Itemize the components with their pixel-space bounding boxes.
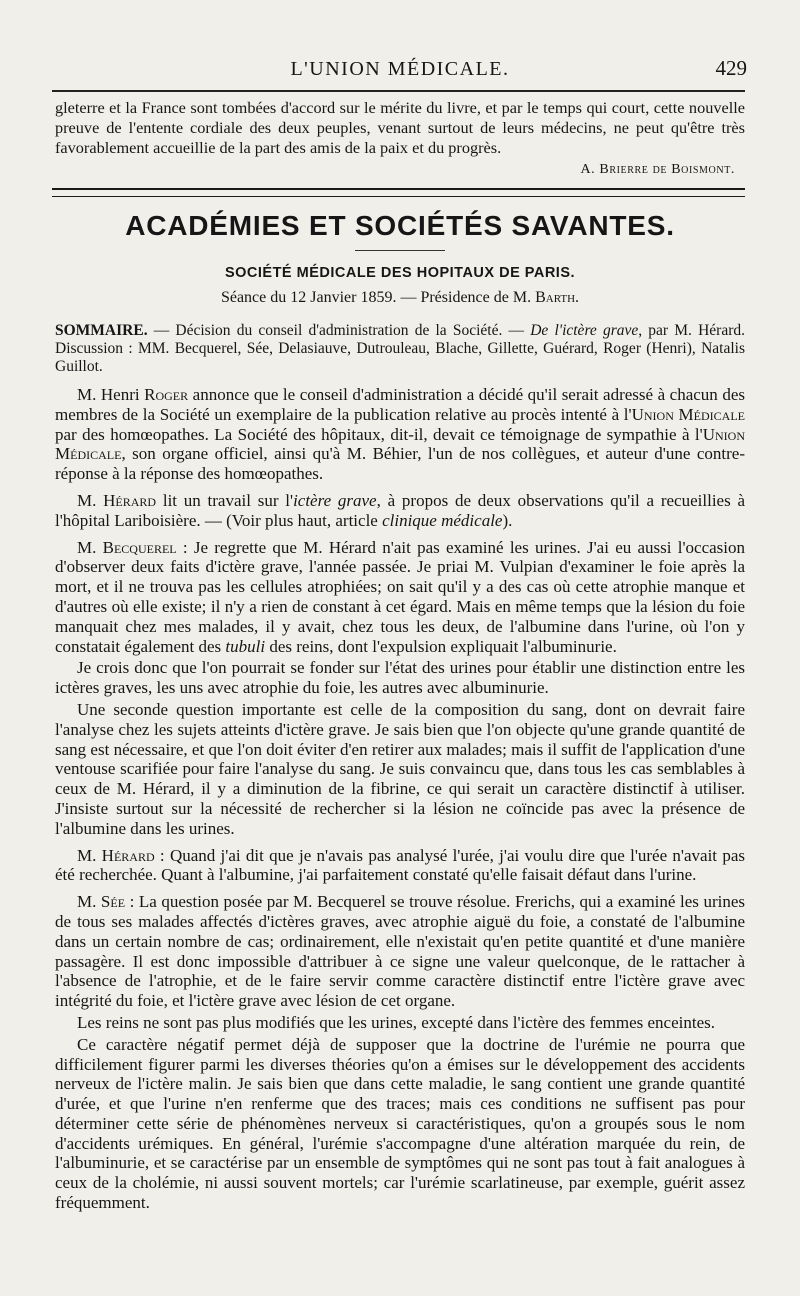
p6-text-b: : Quand j'ai dit que je n'avais pas analysé l'urée, j'ai voulu dire que l'urée n'avait pas été recherchée. Quant à l'albumine, j'ai parfaitement constaté qu'elle faisait défaut dans l'urine. — [55, 845, 745, 885]
p3-text-b: : Je regrette que M. Hérard n'ait pas examiné les urines. J'ai eu aussi l'occasion d'observer deux faits d'ictère grave, l'année passée. Je priai M. Vulpian d'examiner le foie après la mort, et il ne trouva pas les cellules atrophiées; on sait qu'il y a des cas où cette atrophie manque et d'autres où elle existe; il n'y a rien de constant à cet égard. Mais en même temps que la lésion du foie manquait chez mes malades, il y avait, chez tous les deux, de l'albumine dans l'urine, où l'on y constatait également des — [55, 537, 745, 656]
article-body — [55, 385, 745, 1220]
section-double-rule — [52, 188, 745, 197]
paragraph-herard-reply — [55, 846, 745, 886]
p7-text-a: M. — [77, 892, 101, 912]
paragraph-herard-report — [55, 491, 745, 531]
summary-text-b: , par M. Hérard. Discussion : MM. Becquerel, Sée, Delasiauve, Dutrouleau, Blache, Gillette, Guérard, Roger (Henri), Natalis Guillot. — [55, 322, 745, 375]
speaker-name: Sée — [100, 892, 126, 912]
summary-block — [55, 322, 745, 376]
paragraph-becquerel-3: Une seconde question importante est celle de la composition du sang, dont on devrait faire l'analyse chez les sujets atteints d'ictère grave. Je sais bien que l'on objecte qu'une grande quantité de sang est nécessaire, et que l'on doit éviter d'en retirer aux malades; mais il suffit de l'application d'une ventouse scarifiée pour faire l'analyse du sang. Je suis convaincu que, dans tous les cas semblables à ceux de M. Hérard, il y a diminution de la fibrine, ce qui serait un caractère distinctif à utiliser. J'insiste surtout sur la nécessité de rechercher si la lésion ne coïncide pas avec la présence de l'albumine dans les urines. — [55, 699, 745, 838]
p7-text-b: : La question posée par M. Becquerel se trouve résolue. Frerichs, qui a examiné les urines de tous ses malades affectés d'ictères graves, avec atrophie aiguë du foie, a constaté de l'albumine dans un certain nombre de cas; ordinairement, elle n'existait qu'en petite quantité et d'une manière passagère. Il est donc impossible d'attribuer à ce signe une valeur quelconque, de le rattacher à l'absence de l'atrophie, et de le faire servir comme caractère distinctif entre l'ictère grave avec intégrité du foie, et l'ictère grave avec lésion de cet organe. — [55, 892, 745, 1011]
running-title: L'UNION MÉDICALE. — [290, 58, 510, 80]
title-short-rule — [355, 250, 445, 251]
session-line — [0, 289, 800, 307]
paragraph-see — [55, 892, 745, 1011]
p6-text-a: M. — [77, 845, 102, 865]
intro-paragraph — [55, 98, 745, 158]
header-rule — [52, 90, 745, 92]
p2-text-b: lit un travail sur l' — [156, 490, 294, 510]
p3-text-c: des reins, dont l'expulsion expliquait l'albuminurie. — [265, 636, 617, 656]
topic-italic: ictère grave — [293, 490, 377, 510]
speaker-name: Roger — [144, 385, 189, 404]
summary-topic: De l'ictère grave — [530, 322, 639, 339]
journal-name: Union Médicale — [55, 424, 745, 464]
session-president: Barth. — [535, 289, 580, 306]
tubuli-italic: tubuli — [225, 636, 266, 656]
page-header — [55, 48, 745, 88]
paragraph-roger — [55, 385, 745, 484]
section-title: ACADÉMIES ET SOCIÉTÉS SAVANTES. — [125, 210, 675, 241]
p1-text-c: par des homœopathes. La Société des hôpitaux, dit-il, devait ce témoignage de sympathie à l' — [55, 424, 703, 444]
speaker-name: Becquerel — [102, 537, 177, 557]
paragraph-becquerel-2: Je crois donc que l'on pourrait se fonder sur l'état des urines pour établir une distinction entre les ictères graves, les uns avec atrophie du foie, les autres avec albuminurie. — [55, 658, 745, 698]
speaker-name: Hérard — [103, 490, 157, 510]
speaker-name: Hérard — [101, 845, 155, 865]
p1-text-b: annonce que le conseil d'administration a décidé qu'il serait adressé à chacun des membres de la Société un exemplaire de la publication relative au procès intenté à l' — [55, 385, 745, 424]
summary-lead: SOMMAIRE. — [55, 322, 148, 339]
p3-text-a: M. — [77, 537, 103, 557]
p2-text-a: M. — [77, 490, 104, 510]
summary-text-a: — Décision du conseil d'administration de la Société. — — [147, 322, 531, 339]
journal-name: Union Médicale — [631, 404, 745, 424]
intro-text: gleterre et la France sont tombées d'accord sur le mérite du livre, et par le temps qui court, cette nouvelle preuve de l'entente cordiale des deux peuples, venant surtout de leurs médecins, ne peut qu'être très favorablement accueillie de la part des amis de la paix et du progrès. — [55, 98, 745, 157]
intro-signature: A. Brierre de Boismont. — [580, 162, 735, 177]
p1-text-d: , son organe officiel, ainsi qu'à M. Béhier, l'un de nos collègues, et auteur d'une contre-réponse à la réponse des homœopathes. — [55, 444, 745, 484]
society-name: SOCIÉTÉ MÉDICALE DES HOPITAUX DE PARIS. — [224, 265, 576, 281]
paragraph-becquerel — [55, 538, 745, 657]
p2-text-d: ). — [502, 510, 513, 530]
p2-text-c: , à propos de deux observations qu'il a recueillies à l'hôpital Lariboisière. — (Voir plus haut, article — [55, 490, 746, 530]
session-prefix: Séance du 12 Janvier 1859. — Présidence de M. — [220, 289, 536, 306]
paragraph-see-3: Ce caractère négatif permet déjà de supposer que la doctrine de l'urémie ne pourra que difficilement figurer parmi les diverses théories qu'on a émises sur le développement des accidents nerveux de l'ictère malin. Je sais bien que dans cette maladie, le sang contient une grande quantité d'urée, et que l'urine n'en renferme que des traces; mais ces conditions ne suffisent pas pour déterminer cette série de phénomènes nerveux si caractéristiques, qu'on a groupés sous le nom d'accidents urémiques. En général, l'urémie s'accompagne d'une altération marquée du rein, de l'albuminurie, et se caractérise par un ensemble de symptômes qui ne sont pas tout à fait analogues à ceux de la cholémie, ni aussi souvent mortels; car l'urémie scarlatineuse, par exemple, guérit assez fréquemment. — [55, 1034, 745, 1213]
page-number: 429 — [715, 56, 747, 80]
p1-text-a: M. Henri — [77, 385, 145, 404]
paragraph-see-2: Les reins ne sont pas plus modifiés que les urines, excepté dans l'ictère des femmes enceintes. — [77, 1012, 716, 1032]
article-reference: clinique médicale — [382, 510, 503, 530]
